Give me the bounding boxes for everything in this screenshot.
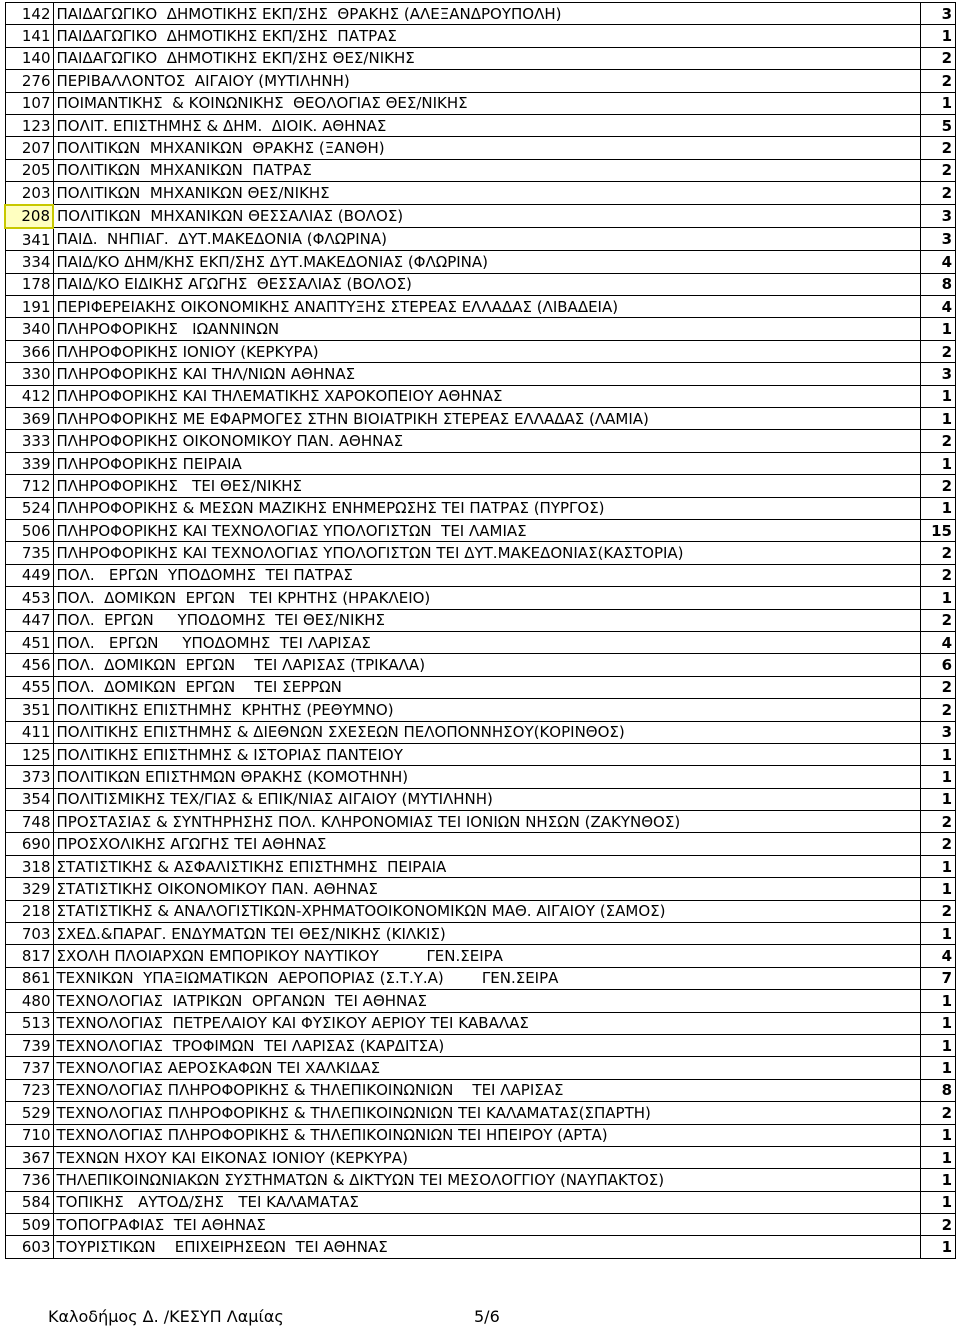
count-cell: 1 bbox=[921, 452, 956, 474]
count-cell: 1 bbox=[921, 497, 956, 519]
count-cell: 1 bbox=[921, 1012, 956, 1034]
footer-author: Καλοδήμος Δ. /ΚΕΣΥΠ Λαμίας bbox=[48, 1307, 284, 1326]
count-cell: 5 bbox=[921, 114, 956, 136]
table-row bbox=[5, 564, 956, 586]
table-row bbox=[5, 430, 956, 452]
name-cell: ΤΗΛΕΠΙΚΟΙΝΩΝΙΑΚΩΝ ΣΥΣΤΗΜΑΤΩΝ & ΔΙΚΤΥΩΝ ΤΕΙ ΜΕΣΟΛΟΓΓΙΟΥ (ΝΑΥΠΑΚΤΟΣ) bbox=[53, 1169, 921, 1191]
code-cell: 712 bbox=[5, 475, 53, 497]
table-row bbox=[5, 811, 956, 833]
code-cell: 208 bbox=[5, 205, 53, 228]
table-row bbox=[5, 699, 956, 721]
table-row bbox=[5, 1012, 956, 1034]
name-cell: ΠΟΛ. ΔΟΜΙΚΩΝ ΕΡΓΩΝ ΤΕΙ ΚΡΗΤΗΣ (ΗΡΑΚΛΕΙΟ) bbox=[53, 587, 921, 609]
table-row bbox=[5, 363, 956, 385]
count-cell: 1 bbox=[921, 385, 956, 407]
count-cell: 8 bbox=[921, 1079, 956, 1101]
table-row bbox=[5, 1124, 956, 1146]
count-cell: 3 bbox=[921, 721, 956, 743]
count-cell: 8 bbox=[921, 273, 956, 295]
code-cell: 334 bbox=[5, 251, 53, 273]
count-cell: 2 bbox=[921, 340, 956, 362]
count-cell: 2 bbox=[921, 70, 956, 92]
code-cell: 329 bbox=[5, 878, 53, 900]
name-cell: ΤΟΠΙΚΗΣ ΑΥΤΟΔ/ΣΗΣ ΤΕΙ ΚΑΛΑΜΑΤΑΣ bbox=[53, 1191, 921, 1213]
name-cell: ΠΛΗΡΟΦΟΡΙΚΗΣ ΚΑΙ ΤΗΛΕΜΑΤΙΚΗΣ ΧΑΡΟΚΟΠΕΙΟΥ ΑΘΗΝΑΣ bbox=[53, 385, 921, 407]
table-row bbox=[5, 855, 956, 877]
table-row bbox=[5, 114, 956, 136]
name-cell: ΠΛΗΡΟΦΟΡΙΚΗΣ ΤΕΙ ΘΕΣ/ΝΙΚΗΣ bbox=[53, 475, 921, 497]
name-cell: ΤΕΧΝΩΝ ΗΧΟΥ ΚΑΙ ΕΙΚΟΝΑΣ ΙΟΝΙΟΥ (ΚΕΡΚΥΡΑ) bbox=[53, 1146, 921, 1168]
name-cell: ΣΤΑΤΙΣΤΙΚΗΣ & ΑΝΑΛΟΓΙΣΤΙΚΩΝ-ΧΡΗΜΑΤΟΟΙΚΟΝΟΜΙΚΩΝ ΜΑΘ. ΑΙΓΑΙΟΥ (ΣΑΜΟΣ) bbox=[53, 900, 921, 922]
name-cell: ΠΟΛΙΤΙΚΩΝ ΜΗΧΑΝΙΚΩΝ ΘΕΣΣΑΛΙΑΣ (ΒΟΛΟΣ) bbox=[53, 205, 921, 228]
code-cell: 276 bbox=[5, 70, 53, 92]
code-cell: 861 bbox=[5, 967, 53, 989]
name-cell: ΤΕΧΝΙΚΩΝ ΥΠΑΞΙΩΜΑΤΙΚΩΝ ΑΕΡΟΠΟΡΙΑΣ (Σ.Τ.Υ.Α) ΓΕΝ.ΣΕΙΡΑ bbox=[53, 967, 921, 989]
code-cell: 584 bbox=[5, 1191, 53, 1213]
name-cell: ΠΡΟΣΧΟΛΙΚΗΣ ΑΓΩΓΗΣ ΤΕΙ ΑΘΗΝΑΣ bbox=[53, 833, 921, 855]
table-row bbox=[5, 159, 956, 181]
count-cell: 1 bbox=[921, 788, 956, 810]
code-cell: 207 bbox=[5, 137, 53, 159]
name-cell: ΣΤΑΤΙΣΤΙΚΗΣ & ΑΣΦΑΛΙΣΤΙΚΗΣ ΕΠΙΣΤΗΜΗΣ ΠΕΙΡΑΙΑ bbox=[53, 855, 921, 877]
count-cell: 1 bbox=[921, 318, 956, 340]
count-cell: 6 bbox=[921, 654, 956, 676]
code-cell: 513 bbox=[5, 1012, 53, 1034]
name-cell: ΠΛΗΡΟΦΟΡΙΚΗΣ ΠΕΙΡΑΙΑ bbox=[53, 452, 921, 474]
name-cell: ΠΛΗΡΟΦΟΡΙΚΗΣ ΙΩΑΝΝΙΝΩΝ bbox=[53, 318, 921, 340]
code-cell: 723 bbox=[5, 1079, 53, 1101]
count-cell: 1 bbox=[921, 990, 956, 1012]
count-cell: 1 bbox=[921, 1146, 956, 1168]
count-cell: 1 bbox=[921, 1169, 956, 1191]
code-cell: 341 bbox=[5, 228, 53, 251]
code-cell: 710 bbox=[5, 1124, 53, 1146]
count-cell: 2 bbox=[921, 676, 956, 698]
table-row bbox=[5, 542, 956, 564]
code-cell: 449 bbox=[5, 564, 53, 586]
name-cell: ΠΛΗΡΟΦΟΡΙΚΗΣ ΟΙΚΟΝΟΜΙΚΟΥ ΠΑΝ. ΑΘΗΝΑΣ bbox=[53, 430, 921, 452]
code-cell: 451 bbox=[5, 631, 53, 653]
count-cell: 2 bbox=[921, 159, 956, 181]
code-cell: 739 bbox=[5, 1034, 53, 1056]
table-row bbox=[5, 92, 956, 114]
table-row bbox=[5, 1057, 956, 1079]
code-cell: 506 bbox=[5, 519, 53, 541]
count-cell: 1 bbox=[921, 1057, 956, 1079]
code-cell: 333 bbox=[5, 430, 53, 452]
count-cell: 1 bbox=[921, 25, 956, 47]
table-row bbox=[5, 205, 956, 228]
table-row bbox=[5, 385, 956, 407]
count-cell: 2 bbox=[921, 1214, 956, 1236]
count-cell: 1 bbox=[921, 878, 956, 900]
count-cell: 1 bbox=[921, 1191, 956, 1213]
count-cell: 4 bbox=[921, 945, 956, 967]
code-cell: 218 bbox=[5, 900, 53, 922]
code-cell: 737 bbox=[5, 1057, 53, 1079]
name-cell: ΤΕΧΝΟΛΟΓΙΑΣ ΤΡΟΦΙΜΩΝ ΤΕΙ ΛΑΡΙΣΑΣ (ΚΑΡΔΙΤΣΑ) bbox=[53, 1034, 921, 1056]
table-row bbox=[5, 25, 956, 47]
count-cell: 15 bbox=[921, 519, 956, 541]
name-cell: ΣΤΑΤΙΣΤΙΚΗΣ ΟΙΚΟΝΟΜΙΚΟΥ ΠΑΝ. ΑΘΗΝΑΣ bbox=[53, 878, 921, 900]
department-table-body bbox=[5, 3, 956, 1259]
table-row bbox=[5, 833, 956, 855]
table-row bbox=[5, 1236, 956, 1258]
name-cell: ΠΟΛΙΤΙΚΗΣ ΕΠΙΣΤΗΜΗΣ ΚΡΗΤΗΣ (ΡΕΘΥΜΝΟ) bbox=[53, 699, 921, 721]
name-cell: ΠΟΛ. ΕΡΓΩΝ ΥΠΟΔΟΜΗΣ ΤΕΙ ΠΑΤΡΑΣ bbox=[53, 564, 921, 586]
name-cell: ΠΟΛ. ΔΟΜΙΚΩΝ ΕΡΓΩΝ ΤΕΙ ΛΑΡΙΣΑΣ (ΤΡΙΚΑΛΑ) bbox=[53, 654, 921, 676]
count-cell: 4 bbox=[921, 296, 956, 318]
count-cell: 2 bbox=[921, 475, 956, 497]
table-row bbox=[5, 990, 956, 1012]
count-cell: 2 bbox=[921, 699, 956, 721]
code-cell: 411 bbox=[5, 721, 53, 743]
name-cell: ΤΕΧΝΟΛΟΓΙΑΣ ΠΛΗΡΟΦΟΡΙΚΗΣ & ΤΗΛΕΠΙΚΟΙΝΩΝΙΩΝ ΤΕΙ ΗΠΕΙΡΟΥ (ΑΡΤΑ) bbox=[53, 1124, 921, 1146]
code-cell: 125 bbox=[5, 743, 53, 765]
table-row bbox=[5, 967, 956, 989]
name-cell: ΤΕΧΝΟΛΟΓΙΑΣ ΠΛΗΡΟΦΟΡΙΚΗΣ & ΤΗΛΕΠΙΚΟΙΝΩΝΙΩΝ ΤΕΙ ΛΑΡΙΣΑΣ bbox=[53, 1079, 921, 1101]
code-cell: 140 bbox=[5, 47, 53, 69]
table-row bbox=[5, 766, 956, 788]
name-cell: ΠΟΛ. ΕΡΓΩΝ ΥΠΟΔΟΜΗΣ ΤΕΙ ΘΕΣ/ΝΙΚΗΣ bbox=[53, 609, 921, 631]
name-cell: ΠΑΙΔ. ΝΗΠΙΑΓ. ΔΥΤ.ΜΑΚΕΔΟΝΙΑ (ΦΛΩΡΙΝΑ) bbox=[53, 228, 921, 251]
name-cell: ΠΑΙΔΑΓΩΓΙΚΟ ΔΗΜΟΤΙΚΗΣ ΕΚΠ/ΣΗΣ ΘΡΑΚΗΣ (ΑΛΕΞΑΝΔΡΟΥΠΟΛΗ) bbox=[53, 3, 921, 25]
table-row bbox=[5, 1146, 956, 1168]
table-row bbox=[5, 1214, 956, 1236]
code-cell: 339 bbox=[5, 452, 53, 474]
code-cell: 330 bbox=[5, 363, 53, 385]
code-cell: 369 bbox=[5, 408, 53, 430]
table-row bbox=[5, 788, 956, 810]
count-cell: 2 bbox=[921, 564, 956, 586]
table-row bbox=[5, 340, 956, 362]
table-row bbox=[5, 519, 956, 541]
footer-page-number: 5/6 bbox=[474, 1307, 500, 1326]
code-cell: 354 bbox=[5, 788, 53, 810]
table-row bbox=[5, 654, 956, 676]
code-cell: 736 bbox=[5, 1169, 53, 1191]
count-cell: 1 bbox=[921, 1124, 956, 1146]
table-row bbox=[5, 251, 956, 273]
count-cell: 1 bbox=[921, 408, 956, 430]
name-cell: ΠΑΙΔΑΓΩΓΙΚΟ ΔΗΜΟΤΙΚΗΣ ΕΚΠ/ΣΗΣ ΠΑΤΡΑΣ bbox=[53, 25, 921, 47]
name-cell: ΠΑΙΔ/ΚΟ ΕΙΔΙΚΗΣ ΑΓΩΓΗΣ ΘΕΣΣΑΛΙΑΣ (ΒΟΛΟΣ) bbox=[53, 273, 921, 295]
name-cell: ΤΕΧΝΟΛΟΓΙΑΣ ΙΑΤΡΙΚΩΝ ΟΡΓΑΝΩΝ ΤΕΙ ΑΘΗΝΑΣ bbox=[53, 990, 921, 1012]
name-cell: ΣΧΕΔ.&ΠΑΡΑΓ. ΕΝΔΥΜΑΤΩΝ ΤΕΙ ΘΕΣ/ΝΙΚΗΣ (ΚΙΛΚΙΣ) bbox=[53, 923, 921, 945]
name-cell: ΠΛΗΡΟΦΟΡΙΚΗΣ ΚΑΙ ΤΗΛ/ΝΙΩΝ ΑΘΗΝΑΣ bbox=[53, 363, 921, 385]
name-cell: ΠΟΛΙΤΙΣΜΙΚΗΣ ΤΕΧ/ΓΙΑΣ & ΕΠΙΚ/ΝΙΑΣ ΑΙΓΑΙΟΥ (ΜΥΤΙΛΗΝΗ) bbox=[53, 788, 921, 810]
count-cell: 3 bbox=[921, 363, 956, 385]
table-row bbox=[5, 609, 956, 631]
count-cell: 2 bbox=[921, 47, 956, 69]
name-cell: ΠΕΡΙΒΑΛΛΟΝΤΟΣ ΑΙΓΑΙΟΥ (ΜΥΤΙΛΗΝΗ) bbox=[53, 70, 921, 92]
table-row bbox=[5, 475, 956, 497]
code-cell: 455 bbox=[5, 676, 53, 698]
name-cell: ΠΟΛΙΤΙΚΩΝ ΜΗΧΑΝΙΚΩΝ ΠΑΤΡΑΣ bbox=[53, 159, 921, 181]
table-row bbox=[5, 182, 956, 205]
code-cell: 447 bbox=[5, 609, 53, 631]
count-cell: 2 bbox=[921, 137, 956, 159]
table-row bbox=[5, 676, 956, 698]
code-cell: 142 bbox=[5, 3, 53, 25]
name-cell: ΣΧΟΛΗ ΠΛΟΙΑΡΧΩΝ ΕΜΠΟΡΙΚΟΥ ΝΑΥΤΙΚΟΥ ΓΕΝ.ΣΕΙΡΑ bbox=[53, 945, 921, 967]
code-cell: 529 bbox=[5, 1102, 53, 1124]
name-cell: ΠΡΟΣΤΑΣΙΑΣ & ΣΥΝΤΗΡΗΣΗΣ ΠΟΛ. ΚΛΗΡΟΝΟΜΙΑΣ ΤΕΙ ΙΟΝΙΩΝ ΝΗΣΩΝ (ΖΑΚΥΝΘΟΣ) bbox=[53, 811, 921, 833]
name-cell: ΠΟΛ. ΔΟΜΙΚΩΝ ΕΡΓΩΝ ΤΕΙ ΣΕΡΡΩΝ bbox=[53, 676, 921, 698]
table-row bbox=[5, 587, 956, 609]
name-cell: ΠΛΗΡΟΦΟΡΙΚΗΣ ΚΑΙ ΤΕΧΝΟΛΟΓΙΑΣ ΥΠΟΛΟΓΙΣΤΩΝ ΤΕΙ ΛΑΜΙΑΣ bbox=[53, 519, 921, 541]
code-cell: 453 bbox=[5, 587, 53, 609]
name-cell: ΠΛΗΡΟΦΟΡΙΚΗΣ ΚΑΙ ΤΕΧΝΟΛΟΓΙΑΣ ΥΠΟΛΟΓΙΣΤΩΝ ΤΕΙ ΔΥΤ.ΜΑΚΕΔΟΝΙΑΣ(ΚΑΣΤΟΡΙΑ) bbox=[53, 542, 921, 564]
code-cell: 373 bbox=[5, 766, 53, 788]
count-cell: 4 bbox=[921, 251, 956, 273]
count-cell: 2 bbox=[921, 811, 956, 833]
count-cell: 1 bbox=[921, 92, 956, 114]
count-cell: 1 bbox=[921, 1236, 956, 1258]
count-cell: 2 bbox=[921, 542, 956, 564]
table-row bbox=[5, 1034, 956, 1056]
code-cell: 509 bbox=[5, 1214, 53, 1236]
code-cell: 351 bbox=[5, 699, 53, 721]
name-cell: ΠΟΛΙΤΙΚΩΝ ΜΗΧΑΝΙΚΩΝ ΘΡΑΚΗΣ (ΞΑΝΘΗ) bbox=[53, 137, 921, 159]
code-cell: 748 bbox=[5, 811, 53, 833]
table-row bbox=[5, 296, 956, 318]
name-cell: ΤΕΧΝΟΛΟΓΙΑΣ ΑΕΡΟΣΚΑΦΩΝ ΤΕΙ ΧΑΛΚΙΔΑΣ bbox=[53, 1057, 921, 1079]
code-cell: 735 bbox=[5, 542, 53, 564]
count-cell: 2 bbox=[921, 900, 956, 922]
name-cell: ΤΕΧΝΟΛΟΓΙΑΣ ΠΛΗΡΟΦΟΡΙΚΗΣ & ΤΗΛΕΠΙΚΟΙΝΩΝΙΩΝ ΤΕΙ ΚΑΛΑΜΑΤΑΣ(ΣΠΑΡΤΗ) bbox=[53, 1102, 921, 1124]
table-row bbox=[5, 452, 956, 474]
code-cell: 412 bbox=[5, 385, 53, 407]
code-cell: 191 bbox=[5, 296, 53, 318]
table-row bbox=[5, 273, 956, 295]
name-cell: ΠΟΛΙΤ. ΕΠΙΣΤΗΜΗΣ & ΔΗΜ. ΔΙΟΙΚ. ΑΘΗΝΑΣ bbox=[53, 114, 921, 136]
count-cell: 1 bbox=[921, 743, 956, 765]
table-row bbox=[5, 408, 956, 430]
count-cell: 2 bbox=[921, 609, 956, 631]
name-cell: ΠΟΙΜΑΝΤΙΚΗΣ & ΚΟΙΝΩΝΙΚΗΣ ΘΕΟΛΟΓΙΑΣ ΘΕΣ/ΝΙΚΗΣ bbox=[53, 92, 921, 114]
code-cell: 524 bbox=[5, 497, 53, 519]
table-row bbox=[5, 721, 956, 743]
count-cell: 2 bbox=[921, 833, 956, 855]
name-cell: ΤΟΠΟΓΡΑΦΙΑΣ ΤΕΙ ΑΘΗΝΑΣ bbox=[53, 1214, 921, 1236]
name-cell: ΠΛΗΡΟΦΟΡΙΚΗΣ & ΜΕΣΩΝ ΜΑΖΙΚΗΣ ΕΝΗΜΕΡΩΣΗΣ ΤΕΙ ΠΑΤΡΑΣ (ΠΥΡΓΟΣ) bbox=[53, 497, 921, 519]
table-row bbox=[5, 900, 956, 922]
name-cell: ΠΟΛΙΤΙΚΗΣ ΕΠΙΣΤΗΜΗΣ & ΔΙΕΘΝΩΝ ΣΧΕΣΕΩΝ ΠΕΛΟΠΟΝΝΗΣΟΥ(ΚΟΡΙΝΘΟΣ) bbox=[53, 721, 921, 743]
count-cell: 3 bbox=[921, 228, 956, 251]
table-row bbox=[5, 945, 956, 967]
count-cell: 7 bbox=[921, 967, 956, 989]
count-cell: 2 bbox=[921, 430, 956, 452]
count-cell: 3 bbox=[921, 3, 956, 25]
table-row bbox=[5, 228, 956, 251]
name-cell: ΤΕΧΝΟΛΟΓΙΑΣ ΠΕΤΡΕΛΑΙΟΥ ΚΑΙ ΦΥΣΙΚΟΥ ΑΕΡΙΟΥ ΤΕΙ ΚΑΒΑΛΑΣ bbox=[53, 1012, 921, 1034]
code-cell: 367 bbox=[5, 1146, 53, 1168]
code-cell: 817 bbox=[5, 945, 53, 967]
name-cell: ΠΟΛΙΤΙΚΩΝ ΜΗΧΑΝΙΚΩΝ ΘΕΣ/ΝΙΚΗΣ bbox=[53, 182, 921, 205]
table-row bbox=[5, 631, 956, 653]
table-row bbox=[5, 497, 956, 519]
count-cell: 3 bbox=[921, 205, 956, 228]
code-cell: 456 bbox=[5, 654, 53, 676]
count-cell: 1 bbox=[921, 855, 956, 877]
table-row bbox=[5, 743, 956, 765]
code-cell: 480 bbox=[5, 990, 53, 1012]
name-cell: ΠΕΡΙΦΕΡΕΙΑΚΗΣ ΟΙΚΟΝΟΜΙΚΗΣ ΑΝΑΠΤΥΞΗΣ ΣΤΕΡΕΑΣ ΕΛΛΑΔΑΣ (ΛΙΒΑΔΕΙΑ) bbox=[53, 296, 921, 318]
code-cell: 340 bbox=[5, 318, 53, 340]
table-row bbox=[5, 923, 956, 945]
table-row bbox=[5, 70, 956, 92]
table-row bbox=[5, 1079, 956, 1101]
table-row bbox=[5, 1102, 956, 1124]
department-table bbox=[4, 2, 956, 1259]
name-cell: ΠΛΗΡΟΦΟΡΙΚΗΣ ΜΕ ΕΦΑΡΜΟΓΕΣ ΣΤΗΝ ΒΙΟΙΑΤΡΙΚΗ ΣΤΕΡΕΑΣ ΕΛΛΑΔΑΣ (ΛΑΜΙΑ) bbox=[53, 408, 921, 430]
code-cell: 107 bbox=[5, 92, 53, 114]
count-cell: 1 bbox=[921, 1034, 956, 1056]
name-cell: ΠΛΗΡΟΦΟΡΙΚΗΣ ΙΟΝΙΟΥ (ΚΕΡΚΥΡΑ) bbox=[53, 340, 921, 362]
code-cell: 703 bbox=[5, 923, 53, 945]
code-cell: 203 bbox=[5, 182, 53, 205]
count-cell: 4 bbox=[921, 631, 956, 653]
count-cell: 1 bbox=[921, 766, 956, 788]
code-cell: 366 bbox=[5, 340, 53, 362]
table-row bbox=[5, 878, 956, 900]
name-cell: ΠΟΛΙΤΙΚΗΣ ΕΠΙΣΤΗΜΗΣ & ΙΣΤΟΡΙΑΣ ΠΑΝΤΕΙΟΥ bbox=[53, 743, 921, 765]
code-cell: 690 bbox=[5, 833, 53, 855]
table-row bbox=[5, 1169, 956, 1191]
code-cell: 318 bbox=[5, 855, 53, 877]
code-cell: 123 bbox=[5, 114, 53, 136]
table-row bbox=[5, 1191, 956, 1213]
count-cell: 2 bbox=[921, 182, 956, 205]
count-cell: 1 bbox=[921, 587, 956, 609]
name-cell: ΠΟΛΙΤΙΚΩΝ ΕΠΙΣΤΗΜΩΝ ΘΡΑΚΗΣ (ΚΟΜΟΤΗΝΗ) bbox=[53, 766, 921, 788]
code-cell: 603 bbox=[5, 1236, 53, 1258]
name-cell: ΠΑΙΔ/ΚΟ ΔΗΜ/ΚΗΣ ΕΚΠ/ΣΗΣ ΔΥΤ.ΜΑΚΕΔΟΝΙΑΣ (ΦΛΩΡΙΝΑ) bbox=[53, 251, 921, 273]
table-row bbox=[5, 137, 956, 159]
count-cell: 2 bbox=[921, 1102, 956, 1124]
code-cell: 205 bbox=[5, 159, 53, 181]
code-cell: 141 bbox=[5, 25, 53, 47]
code-cell: 178 bbox=[5, 273, 53, 295]
name-cell: ΠΟΛ. ΕΡΓΩΝ ΥΠΟΔΟΜΗΣ ΤΕΙ ΛΑΡΙΣΑΣ bbox=[53, 631, 921, 653]
table-row bbox=[5, 3, 956, 25]
name-cell: ΤΟΥΡΙΣΤΙΚΩΝ ΕΠΙΧΕΙΡΗΣΕΩΝ ΤΕΙ ΑΘΗΝΑΣ bbox=[53, 1236, 921, 1258]
table-row bbox=[5, 318, 956, 340]
table-row bbox=[5, 47, 956, 69]
name-cell: ΠΑΙΔΑΓΩΓΙΚΟ ΔΗΜΟΤΙΚΗΣ ΕΚΠ/ΣΗΣ ΘΕΣ/ΝΙΚΗΣ bbox=[53, 47, 921, 69]
count-cell: 1 bbox=[921, 923, 956, 945]
